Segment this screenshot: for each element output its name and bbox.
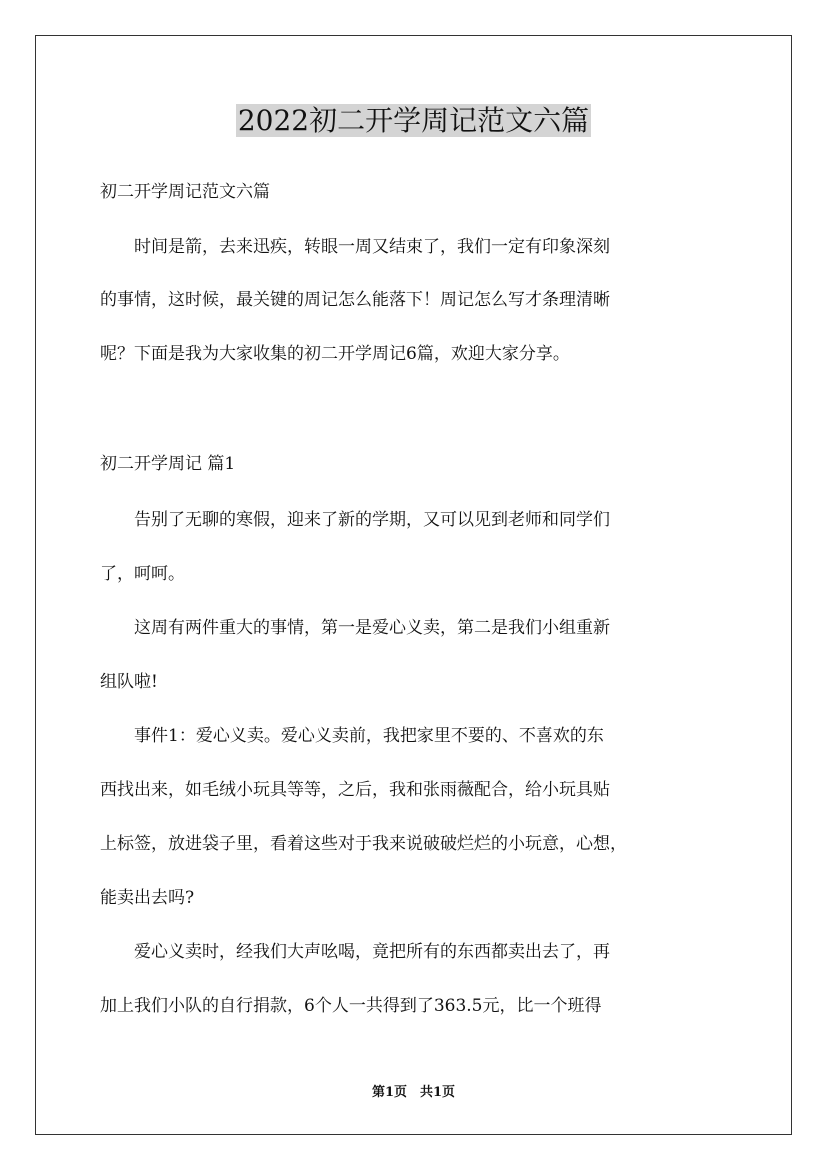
document-title-text: 2022初二开学周记范文六篇 bbox=[237, 104, 590, 137]
paragraph-line: 爱心义卖时，经我们大声吆喝，竟把所有的东西都卖出去了，再 bbox=[100, 942, 610, 962]
paragraph-line: 组队啦! bbox=[100, 672, 158, 692]
paragraph-line: 这周有两件重大的事情，第一是爱心义卖，第二是我们小组重新 bbox=[100, 618, 610, 638]
page-number: 第1页 共1页 bbox=[371, 1085, 456, 1100]
document-title bbox=[0, 101, 827, 141]
paragraph-line: 上标签，放进袋子里，看着这些对于我来说破破烂烂的小玩意，心想， bbox=[100, 834, 627, 854]
paragraph-line: 的事情，这时候，最关键的周记怎么能落下！周记怎么写才条理清晰 bbox=[100, 290, 610, 310]
paragraph-line: 事件1：爱心义卖。爱心义卖前，我把家里不要的、不喜欢的东 bbox=[100, 726, 604, 746]
paragraph-line: 时间是箭，去来迅疾，转眼一周又结束了，我们一定有印象深刻 bbox=[100, 237, 610, 257]
paragraph-line: 告别了无聊的寒假，迎来了新的学期，又可以见到老师和同学们 bbox=[100, 510, 610, 530]
section-heading: 初二开学周记 篇1 bbox=[100, 454, 236, 474]
paragraph-line: 能卖出去吗? bbox=[100, 888, 195, 908]
paragraph-line: 西找出来，如毛绒小玩具等等，之后，我和张雨薇配合，给小玩具贴 bbox=[100, 780, 610, 800]
subtitle-line: 初二开学周记范文六篇 bbox=[100, 182, 270, 202]
paragraph-line: 加上我们小队的自行捐款，6个人一共得到了363.5元，比一个班得 bbox=[100, 996, 602, 1016]
paragraph-line: 呢？下面是我为大家收集的初二开学周记6篇，欢迎大家分享。 bbox=[100, 344, 570, 364]
paragraph-line: 了，呵呵。 bbox=[100, 564, 185, 584]
